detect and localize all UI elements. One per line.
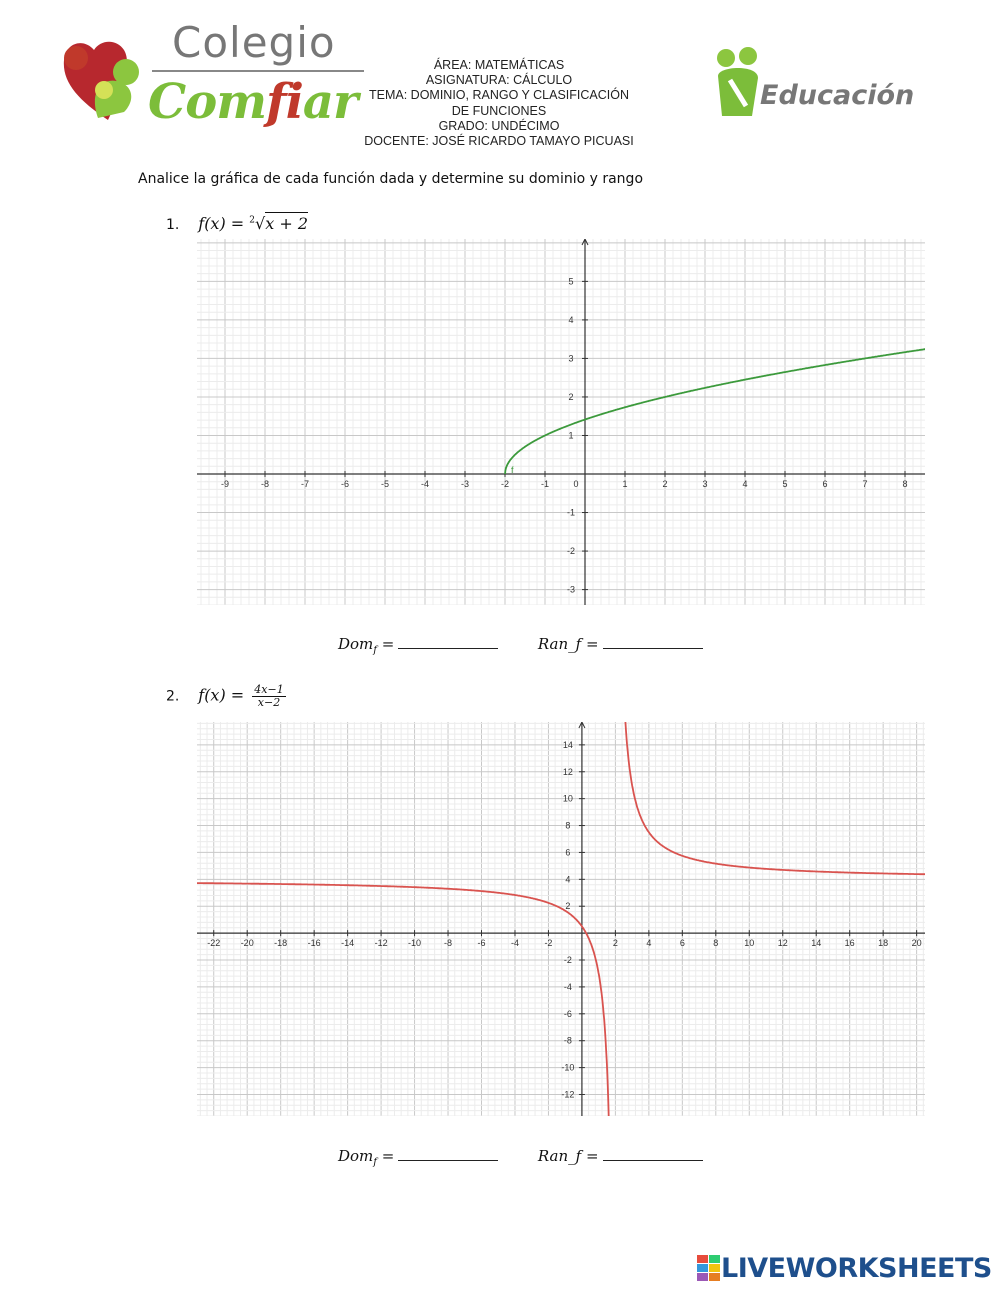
y-tick-label: -1 [566, 507, 576, 518]
y-tick-label: 8 [565, 820, 571, 831]
domain-answer-blank-1[interactable] [398, 636, 498, 649]
y-tick-label: 6 [565, 847, 571, 858]
x-tick-label: 14 [811, 938, 822, 949]
x-tick-label: -6 [477, 938, 486, 949]
x-tick-label: 7 [862, 479, 868, 490]
dom-equals-2: = [381, 1147, 395, 1165]
x-tick-label: -8 [444, 938, 453, 949]
x-tick-label: 5 [782, 479, 788, 490]
liveworksheets-cubes-icon [697, 1255, 721, 1283]
x-tick-label: 4 [646, 938, 652, 949]
question-1-heading: 1. f(x) = $^2$√x + 2 [166, 214, 308, 233]
dom-equals-1: = [381, 635, 395, 653]
ran-equals-2: = [585, 1147, 599, 1165]
x-tick-label: -7 [300, 479, 310, 490]
y-tick-label: -2 [566, 546, 576, 557]
fraction-numerator: 4x−1 [254, 683, 284, 696]
question-1-number: 1. [166, 217, 180, 233]
x-tick-label: 2 [662, 479, 668, 490]
x-tick-label: -3 [460, 479, 470, 490]
question-1-answers [338, 635, 703, 656]
x-tick-label: -18 [274, 938, 288, 949]
liveworksheets-logo [697, 1253, 992, 1284]
question-2-answers [338, 1147, 703, 1168]
y-tick-label: 5 [568, 276, 574, 287]
y-tick-label: 2 [565, 901, 571, 912]
instruction-text: Analice la gráfica de cada función dada y determine su dominio y rango [138, 171, 644, 187]
x-tick-label: -16 [307, 938, 321, 949]
course-info [340, 58, 658, 149]
x-tick-label: -8 [260, 479, 270, 490]
x-tick-label: 1 [622, 479, 628, 490]
x-tick-label: -9 [220, 479, 230, 490]
y-tick-label: -4 [563, 981, 572, 992]
dom-label-1: Dom [338, 635, 374, 653]
x-tick-label: 3 [702, 479, 708, 490]
x-tick-label: -20 [240, 938, 254, 949]
y-tick-label: 4 [568, 314, 574, 325]
question-1-formula-lhs: f(x) = [198, 214, 250, 233]
x-tick-label: 16 [844, 938, 855, 949]
x-tick-label: -2 [500, 479, 510, 490]
school-name-top: Colegio [172, 18, 336, 67]
range-answer-blank-1[interactable] [603, 636, 703, 649]
education-logo-text: Educación [760, 80, 915, 111]
curve-label: f [511, 465, 514, 476]
x-tick-label: 12 [777, 938, 788, 949]
x-tick-label: -6 [340, 479, 350, 490]
ran-equals-1: = [585, 635, 599, 653]
range-answer-blank-2[interactable] [603, 1148, 703, 1161]
y-tick-label: 14 [562, 739, 573, 750]
logo-divider [152, 70, 364, 72]
ran-label-1: Ran_f [537, 635, 582, 653]
fraction-denominator: x−2 [257, 696, 281, 709]
info-subject: ASIGNATURA: CÁLCULO [425, 73, 573, 88]
y-tick-label: -12 [561, 1089, 575, 1100]
question-1-radicand: x + 2 [265, 214, 308, 233]
info-grade: GRADO: UNDÉCIMO [438, 118, 560, 133]
x-tick-label: 8 [902, 479, 908, 490]
y-tick-label: -10 [561, 1062, 575, 1073]
x-tick-label: -4 [510, 938, 519, 949]
origin-label: 0 [573, 479, 579, 490]
question-2-number: 2. [166, 688, 180, 705]
dom-label-2: Dom [338, 1147, 374, 1165]
question-1-root-index: 2 [249, 215, 256, 226]
question-2-fraction [252, 684, 285, 709]
x-tick-label: -12 [374, 938, 388, 949]
question-2-formula-lhs: f(x) = [198, 685, 250, 705]
x-tick-label: 2 [612, 938, 618, 949]
info-topic: TEMA: DOMINIO, RANGO Y CLASIFICACIÓN [369, 88, 629, 103]
question-2-heading [166, 684, 286, 709]
y-tick-label: -8 [563, 1035, 572, 1046]
x-tick-label: 4 [742, 479, 748, 490]
x-tick-label: 6 [679, 938, 685, 949]
y-tick-label: -3 [566, 584, 576, 595]
x-tick-label: -5 [380, 479, 390, 490]
x-tick-label: 20 [911, 938, 922, 949]
x-tick-label: -2 [544, 938, 553, 949]
y-tick-label: 1 [568, 430, 574, 441]
x-tick-label: 10 [744, 938, 755, 949]
y-tick-label: 12 [562, 766, 573, 777]
y-tick-label: 4 [565, 874, 571, 885]
school-name-bottom: Comfiar [148, 74, 358, 130]
info-topic-cont: DE FUNCIONES [451, 103, 547, 118]
graph-1 [197, 239, 925, 605]
education-logo-icon [712, 46, 764, 125]
y-tick-label: -2 [563, 955, 572, 966]
y-tick-label: 2 [568, 391, 574, 402]
graph-2 [197, 722, 925, 1116]
y-tick-label: 10 [562, 793, 573, 804]
x-tick-label: 6 [822, 479, 828, 490]
liveworksheets-brand: LIVEWORKSHEETS [721, 1253, 992, 1284]
ran-label-2: Ran_f [537, 1147, 582, 1165]
dom-sub-2: f [373, 1157, 377, 1168]
info-area: ÁREA: MATEMÁTICAS [433, 58, 565, 72]
y-tick-label: 3 [568, 353, 574, 364]
y-tick-label: -6 [563, 1008, 572, 1019]
x-tick-label: 18 [878, 938, 889, 949]
x-tick-label: -22 [207, 938, 221, 949]
x-tick-label: -4 [420, 479, 430, 490]
x-tick-label: -1 [540, 479, 550, 490]
dom-sub-1: f [373, 645, 377, 656]
x-tick-label: -10 [408, 938, 422, 949]
x-tick-label: -14 [341, 938, 355, 949]
domain-answer-blank-2[interactable] [398, 1148, 498, 1161]
x-tick-label: 8 [713, 938, 719, 949]
info-teacher: DOCENTE: JOSÉ RICARDO TAMAYO PICUASI [364, 134, 634, 149]
